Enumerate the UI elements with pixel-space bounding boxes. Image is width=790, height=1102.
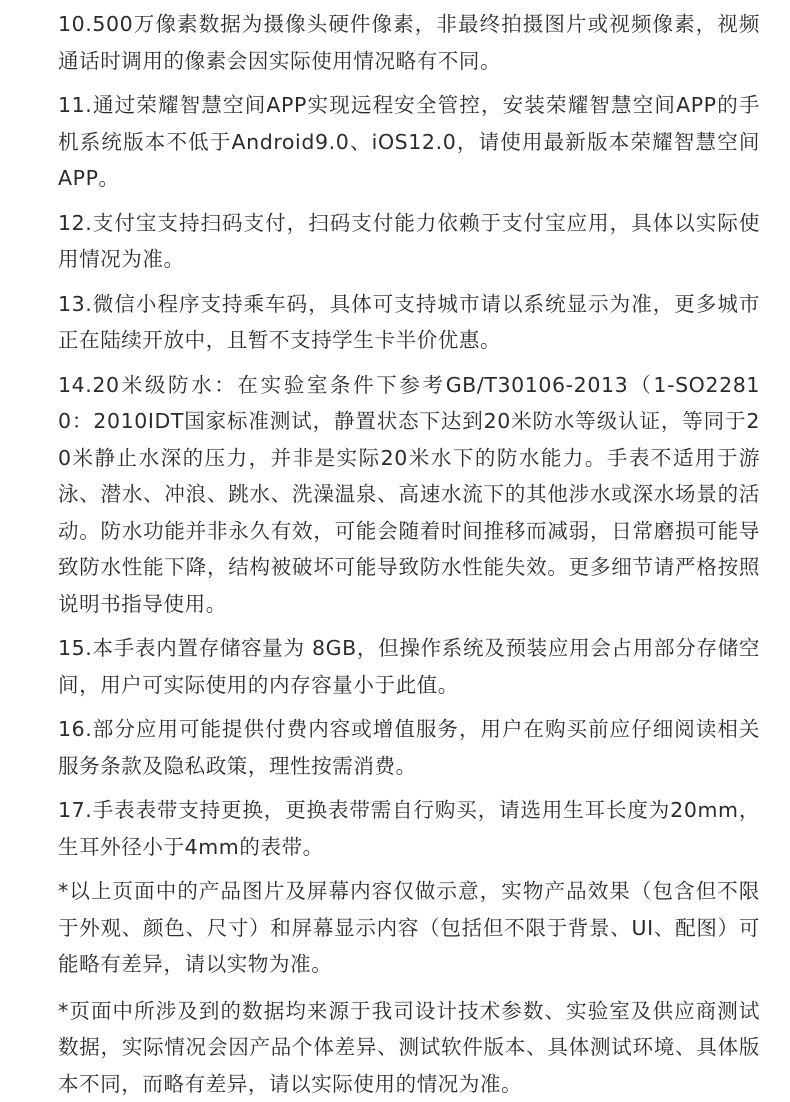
note-alipay: 12.支付宝支持扫码支付，扫码支付能力依赖于支付宝应用，具体以实际使用情况为准。 xyxy=(58,205,760,278)
disclaimer-data-source: *页面中所涉及到的数据均来源于我司设计技术参数、实验室及供应商测试数据，实际情况会因产品个体差异、测试软件版本、具体测试环境、具体版本不同，而略有差异，请以实际使用的情况为准。 xyxy=(58,993,760,1102)
note-honor-space-app: 11.通过荣耀智慧空间APP实现远程安全管控，安装荣耀智慧空间APP的手机系统版本不低于Android9.0、iOS12.0，请使用最新版本荣耀智慧空间APP。 xyxy=(58,87,760,197)
note-watch-strap: 17.手表表带支持更换，更换表带需自行购买，请选用生耳长度为20mm，生耳外径小于4mm的表带。 xyxy=(58,792,760,865)
note-paid-content: 16.部分应用可能提供付费内容或增值服务，用户在购买前应仔细阅读相关服务条款及隐私政策，理性按需消费。 xyxy=(58,711,760,784)
disclaimer-product-images: *以上页面中的产品图片及屏幕内容仅做示意，实物产品效果（包含但不限于外观、颜色、尺寸）和屏幕显示内容（包括但不限于背景、UI、配图）可能略有差异，请以实物为准。 xyxy=(58,873,760,983)
note-water-resistance: 14.20米级防水：在实验室条件下参考GB/T30106-2013（1-SO22810：2010IDT国家标准测试，静置状态下达到20米防水等级认证，等同于20米静止水深的压力，并非是实际20米水下的防水能力。手表不适用于游泳、潜水、冲浪、跳水、洗澡温泉、高速水流下的其他涉水或深水场景的活动。防水功能并非永久有效，可能会随着时间推移而减弱，日常磨损可能导致防水性能下降，结构被破坏可能导致防水性能失效。更多细节请严格按照说明书指导使用。 xyxy=(58,367,760,623)
note-wechat-transit-code: 13.微信小程序支持乘车码，具体可支持城市请以系统显示为准，更多城市正在陆续开放中，且暂不支持学生卡半价优惠。 xyxy=(58,286,760,359)
note-camera-pixels: 10.500万像素数据为摄像头硬件像素，非最终拍摄图片或视频像素，视频通话时调用的像素会因实际使用情况略有不同。 xyxy=(58,6,760,79)
note-storage-capacity: 15.本手表内置存储容量为 8GB，但操作系统及预装应用会占用部分存储空间，用户可实际使用的内存容量小于此值。 xyxy=(58,630,760,703)
